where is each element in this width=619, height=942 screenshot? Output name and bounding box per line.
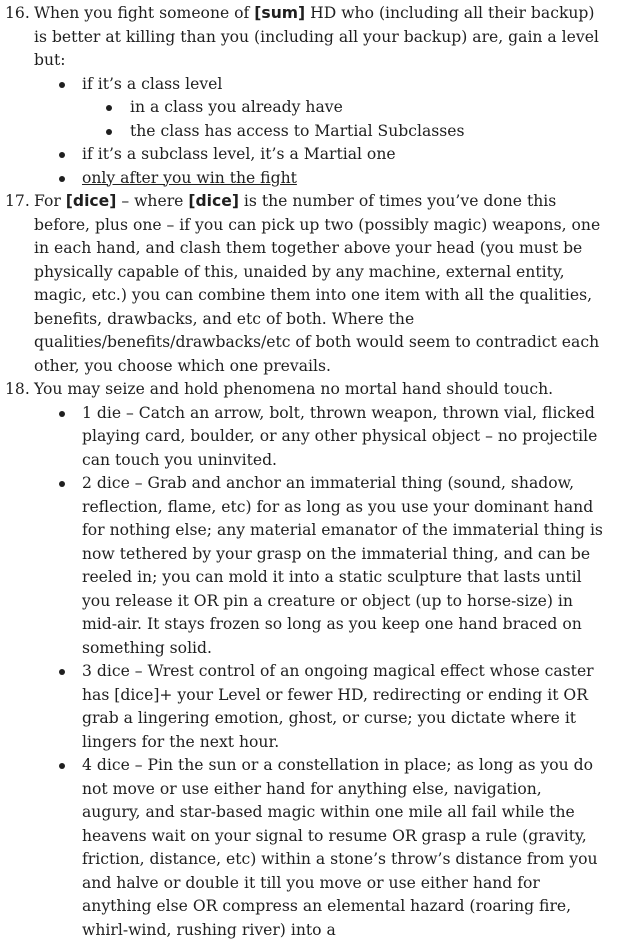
list-item xyxy=(34,73,611,144)
bullet-text: 3 dice – Wrest control of an ongoing magical effect whose caster has [dice]+ your Level or fewer HD, redirecting or ending it OR grab a lingering emotion, ghost, or curse; you dictate where it lingers for the next hour. xyxy=(82,662,594,751)
bullet-list xyxy=(34,73,611,191)
text-run: is the number of times you’ve done this before, plus one – if you can pick up two (possibly magic) weapons, one in each hand, and clash them together above your head (you must be physically capable of this, unaided by any machine, external entity, magic, etc.) you can combine them into one item with all the qualities, benefits, drawbacks, and etc of both. Where the qualities/benefits/drawbacks/etc of both would seem to contradict each other, you choose which one prevails. xyxy=(34,192,600,375)
list-item-18 xyxy=(0,378,619,942)
list-item xyxy=(34,754,611,942)
list-item xyxy=(34,660,611,754)
sum-placeholder: [sum] xyxy=(254,4,305,22)
bullet-text: 1 die – Catch an arrow, bolt, thrown weapon, thrown vial, flicked playing card, boulder, or any other physical object – no projectile can touch you uninvited. xyxy=(82,404,597,469)
list-item xyxy=(34,143,611,167)
bullet-icon xyxy=(59,411,65,417)
item-number: 16. xyxy=(5,2,30,26)
list-item-17 xyxy=(0,190,619,378)
bullet-icon xyxy=(106,105,112,111)
bullet-icon xyxy=(59,152,65,158)
text-run: – where xyxy=(116,192,188,210)
dice-placeholder: [dice] xyxy=(66,192,117,210)
text-run: For xyxy=(34,192,66,210)
list-item xyxy=(34,167,611,191)
item-text xyxy=(34,192,600,375)
bullet-text: if it’s a subclass level, it’s a Martial one xyxy=(82,145,396,163)
bullet-icon xyxy=(59,669,65,675)
nested-bullet-list xyxy=(82,96,603,143)
bullet-icon xyxy=(59,82,65,88)
item-text: You may seize and hold phenomena no mortal hand should touch. xyxy=(34,380,553,398)
list-item xyxy=(82,120,603,144)
bullet-list xyxy=(34,402,611,942)
text-run: When you fight someone of xyxy=(34,4,254,22)
item-number: 18. xyxy=(5,378,30,402)
dice-placeholder: [dice] xyxy=(188,192,239,210)
bullet-icon xyxy=(59,481,65,487)
bullet-text: 4 dice – Pin the sun or a constellation in place; as long as you do not move or use either hand for anything else, navigation, augury, and star-based magic within one mile all fail while the heavens wait on your signal to resume OR grasp a rule (gravity, friction, distance, etc) within a stone’s throw’s distance from you and halve or double it till you move or use either hand for anything else OR compress an elemental hazard (roaring fire, whirl-wind, rushing river) into a xyxy=(82,756,598,939)
underlined-bullet-text: only after you win the fight xyxy=(82,169,297,187)
list-item xyxy=(34,402,611,473)
item-text xyxy=(34,4,599,69)
list-item-16 xyxy=(0,2,619,190)
bullet-text: 2 dice – Grab and anchor an immaterial thing (sound, shadow, reflection, flame, etc) for as long as you use your dominant hand for nothing else; any material emanator of the immaterial thing is now tethered by your grasp on the immaterial thing, and can be reeled in; you can mold it into a static sculpture that lasts until you release it OR pin a creature or object (up to horse-size) in mid-air. It stays frozen so long as you keep one hand braced on something solid. xyxy=(82,474,603,657)
bullet-text: if it’s a class level xyxy=(82,75,222,93)
bullet-text: in a class you already have xyxy=(130,98,343,116)
list-item xyxy=(82,96,603,120)
text-run: HD who (including all their backup) is better at killing than you (including all your backup) are, gain a level but: xyxy=(34,4,599,69)
bullet-icon xyxy=(59,176,65,182)
bullet-text: the class has access to Martial Subclasses xyxy=(130,122,465,140)
bullet-icon xyxy=(106,129,112,135)
bullet-icon xyxy=(59,763,65,769)
item-number: 17. xyxy=(5,190,30,214)
list-item xyxy=(34,472,611,660)
